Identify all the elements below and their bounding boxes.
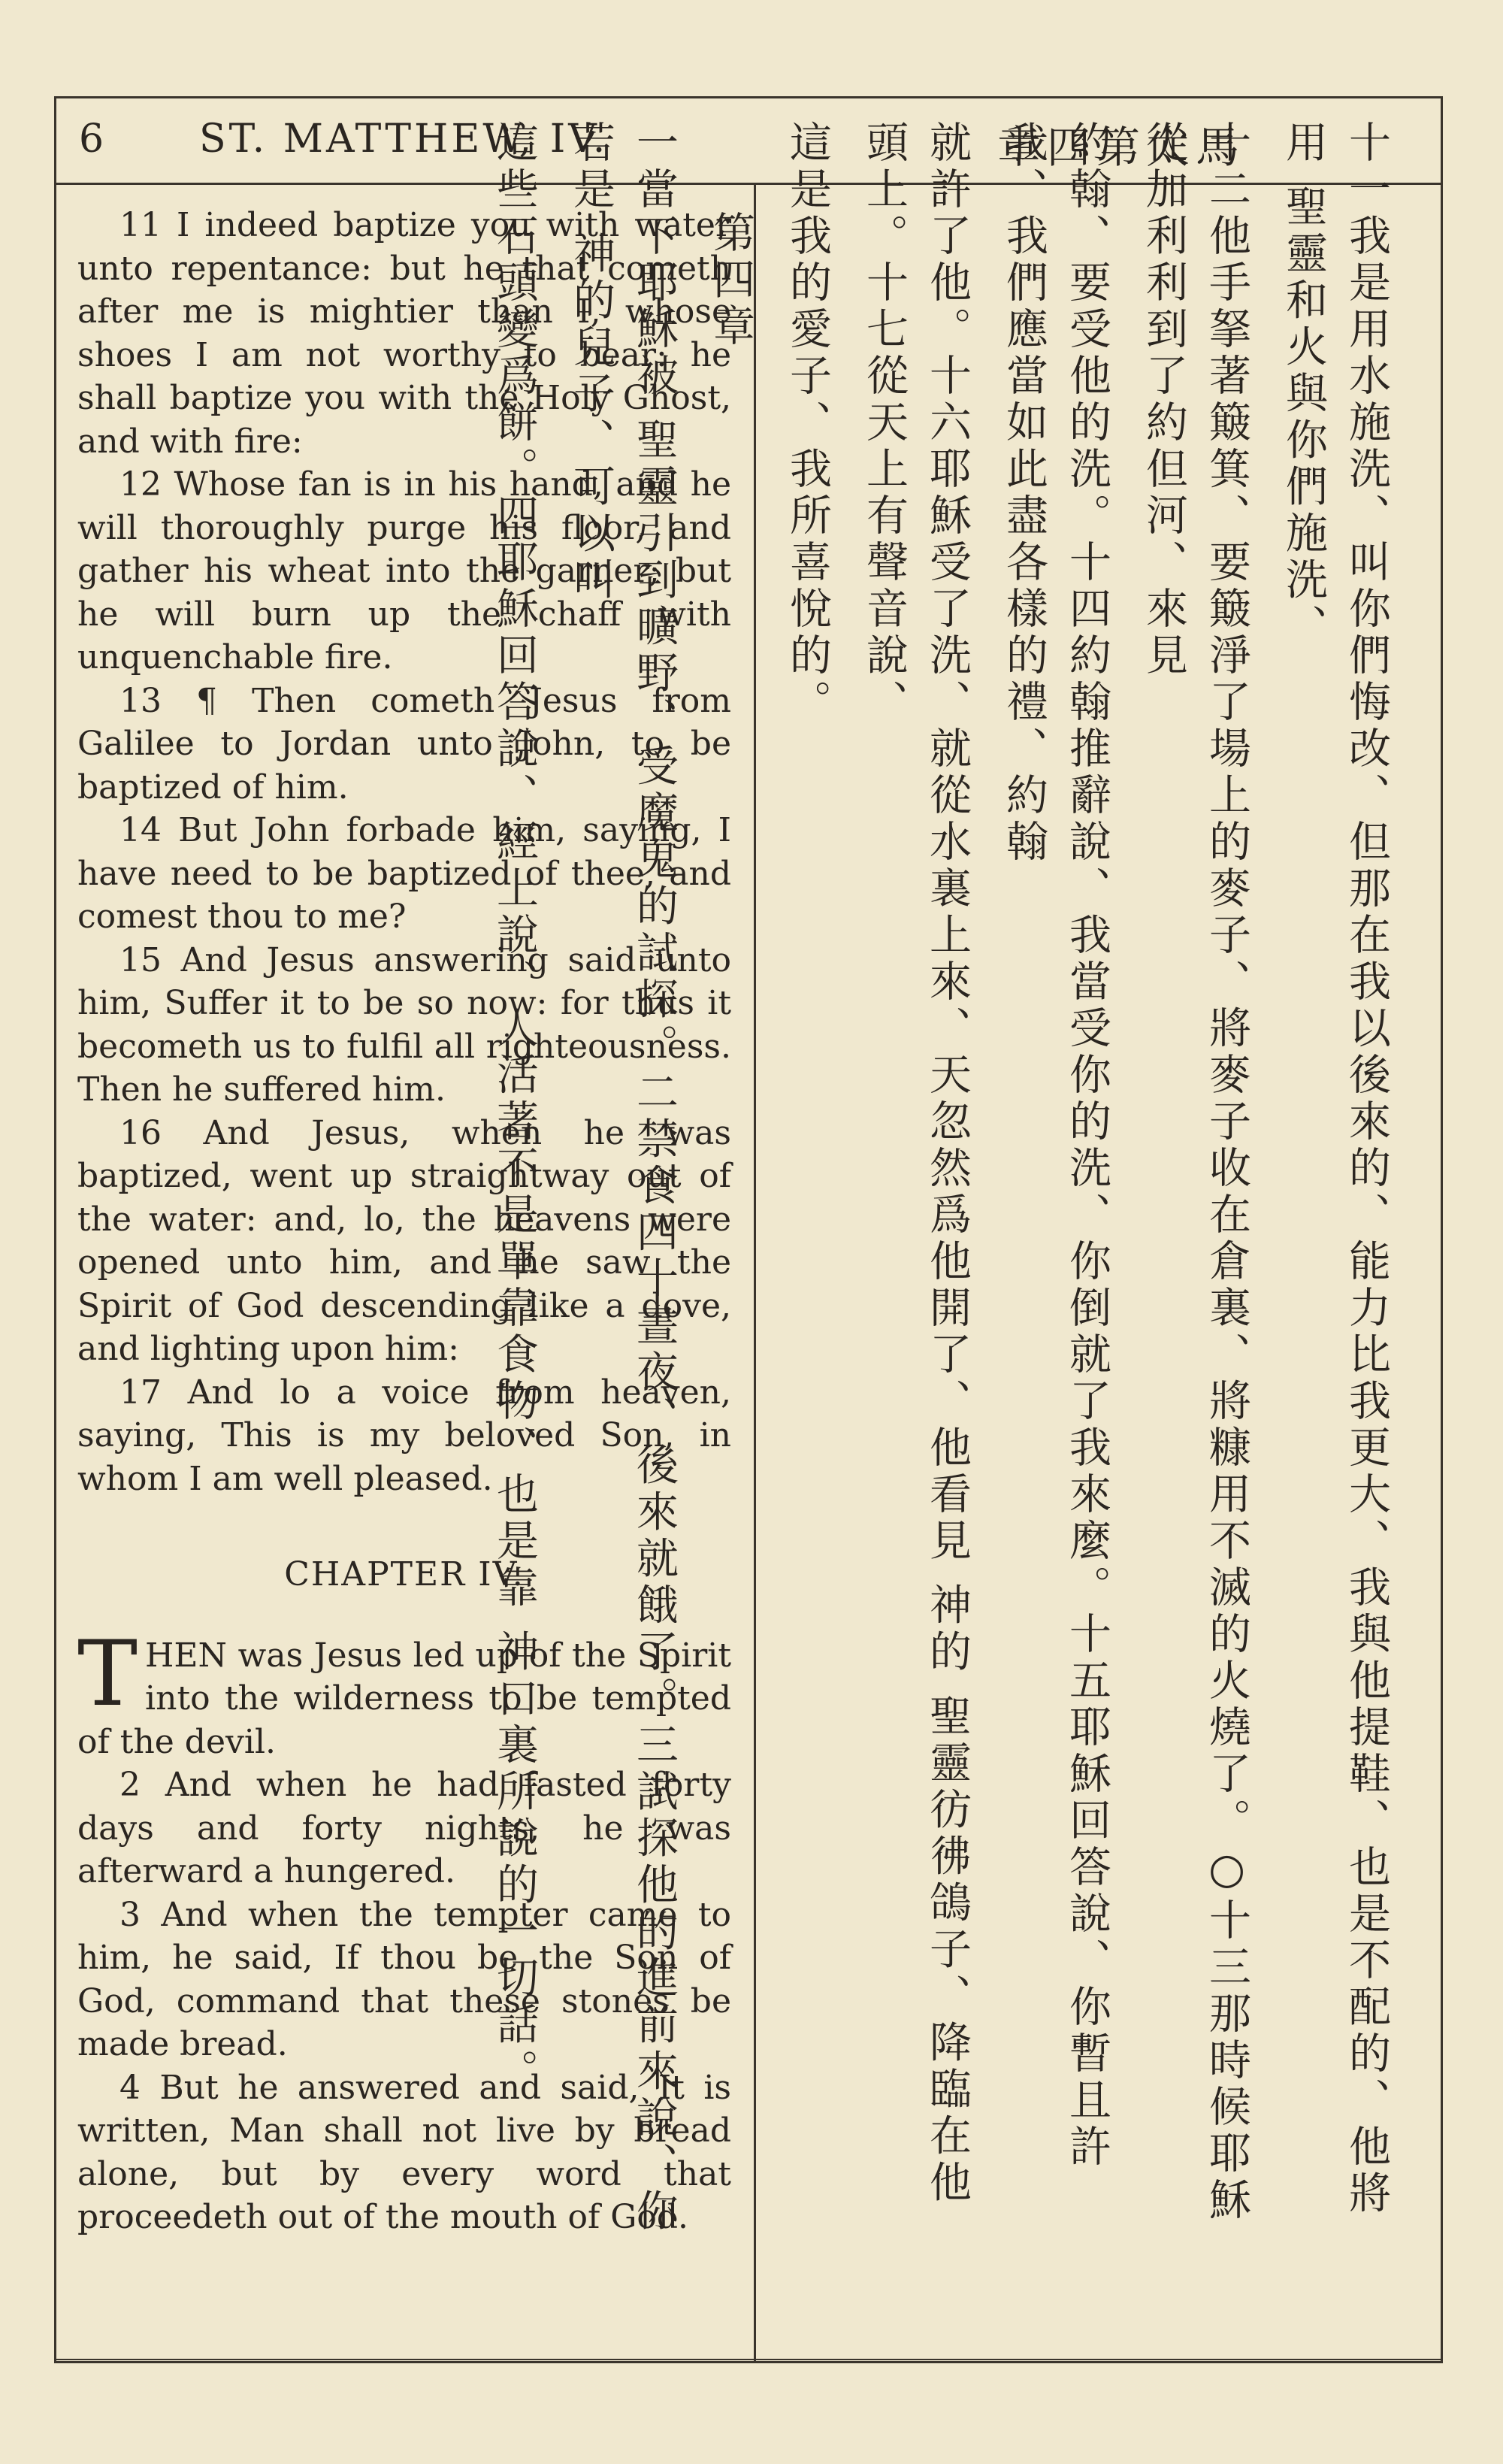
chinese-column-5: 這是我的愛子、我所喜悅的。 <box>783 120 832 726</box>
chinese-chapter-heading: 第四章 <box>706 210 755 350</box>
bottom-rule <box>54 2359 1443 2360</box>
chinese-running-title: 馬太第四章 <box>996 122 1245 173</box>
verse-4-1-text: HEN was Jesus led up of the Spirit into the wilderness to be tempted of the devil. <box>77 1636 731 1761</box>
page-number: 6 <box>79 117 104 162</box>
chapter-heading: CHAPTER IV. <box>284 1555 525 1594</box>
chinese-column-2: 十二他手拏著簸箕、要簸淨了場上的麥子、將麥子收在倉裏、將糠用不滅的火燒了。○十三那時候耶穌從加利利到了約但河、來見 <box>1139 120 1251 2224</box>
chinese-column-7: 這些石頭變爲餅。四耶穌回答說、經上說、人活著不是單靠食物、也是靠 神口裏所說的一切話。 <box>490 120 539 2096</box>
drop-cap: T <box>77 1621 138 1727</box>
chinese-text-column <box>490 120 1398 2248</box>
running-title: ST. MATTHEW, IV. <box>199 117 609 162</box>
verse-4-2: 2 And when he had fasted forty days and forty nights, he was afterward a hungered. <box>77 1766 731 1890</box>
chinese-column-1: 十一我是用水施洗、叫你們悔改、但那在我以後來的、能力比我更大、我與他提鞋、也是不配的、他將用 聖靈和火與你們施洗、 <box>1279 120 1391 2217</box>
verse-3-13: 13 ¶ Then cometh Jesus from Galilee to Jordan unto John, to be baptized of him. <box>77 681 731 807</box>
chinese-column-6: 一當下耶穌被 聖靈引到曠野、受魔鬼的試探。二禁食四十晝夜、後來就餓了。三試探他的進前來說、你若是 神的兒子、可以叫 <box>567 120 679 2235</box>
verse-3-16: 16 And Jesus, when he was baptized, went up straightway out of the water: and, lo, the heavens were opened unto him, and he saw the Spirit of God descending like a dove, and lighting upon him: <box>77 1113 731 1368</box>
chinese-column-3: 約翰、要受他的洗。十四約翰推辭說、我當受你的洗、你倒就了我來麼。十五耶穌回答說、你暫且許我、我們應當如此盡各樣的禮、約翰 <box>999 120 1111 2171</box>
verse-3-17: 17 And lo a voice from heaven, saying, This is my beloved Son, in whom I am well pleased. <box>77 1373 731 1498</box>
chinese-column-4: 就許了他。十六耶穌受了洗、就從水裏上來、天忽然爲他開了、他看見 神的 聖靈彷彿鴿子、降臨在他頭上。十七從天上有聲音說、 <box>860 120 972 2207</box>
verse-3-15: 15 And Jesus answering said unto him, Suffer it to be so now: for thus it becometh us to fulfil all righteousness. Then he suffered him. <box>77 940 731 1109</box>
verse-4-3: 3 And when the tempter came to him, he said, If thou be the Son of God, command that these stones be made bread. <box>77 1895 731 2063</box>
verse-3-12: 12 Whose fan is in his hand, and he will thoroughly purge his floor, and gather his wheat into the garner; but he will burn up the chaff with unquenchable fire. <box>77 465 731 677</box>
verse-4-4: 4 But he answered and said, It is written, Man shall not live by bread alone, but by every word that proceedeth out of the mouth of God. <box>77 2068 731 2236</box>
verse-3-11: 11 I indeed baptize you with water unto repentance: but he that cometh after me is mightier than I, whose shoes I am not worthy to bear: he shall baptize you with the Holy Ghost, and with fire: <box>77 206 731 461</box>
verse-3-14: 14 But John forbade him, saying, I have need to be baptized of thee, and comest thou to me? <box>77 811 731 936</box>
